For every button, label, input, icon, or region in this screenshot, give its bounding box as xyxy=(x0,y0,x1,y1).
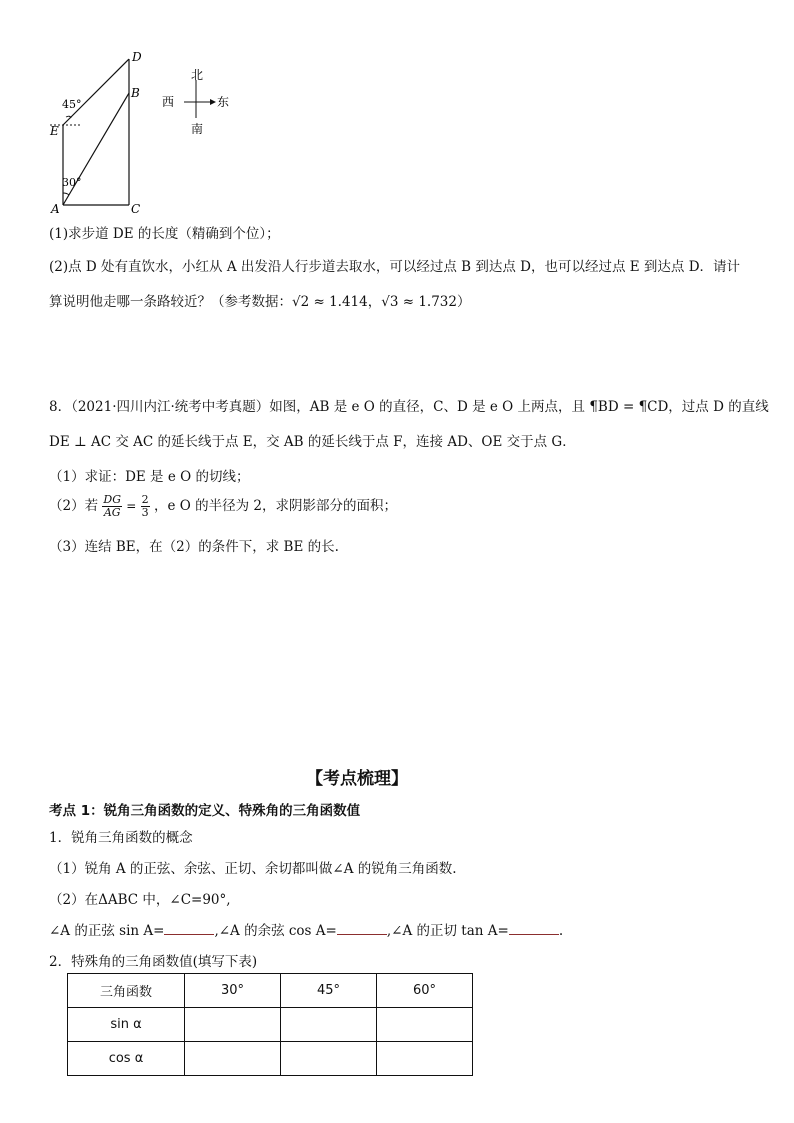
fraction-2-3 xyxy=(141,494,150,519)
table-cell xyxy=(185,1008,281,1042)
frac-num-2: 2 xyxy=(141,493,149,506)
compass-diagram xyxy=(160,66,240,138)
q7-part2-line2 xyxy=(49,290,470,310)
table-cell xyxy=(185,1042,281,1076)
sin-def: ∠A 的正弦 sin A= xyxy=(49,923,165,939)
line-ed xyxy=(63,59,129,125)
cos-def: ,∠A 的余弦 cos A= xyxy=(214,923,337,939)
q8-line1: 8．（2021·四川内江·统考中考真题）如图，AB 是 e O 的直径，C、D 是 e O 上两点，且 ¶BD = ¶CD，过点 D 的直线 xyxy=(49,399,769,415)
angle-arc-30 xyxy=(63,193,69,195)
table-row xyxy=(68,1008,473,1042)
compass-east: 东 xyxy=(217,95,230,109)
q8-line2: DE ⊥ AC 交 AC 的延长线于点 E，交 AB 的延长线于点 F，连接 AD、OE 交于点 G． xyxy=(49,434,576,450)
q7-part1: (1)求步道 DE 的长度（精确到个位）； xyxy=(49,226,280,242)
table-row xyxy=(68,1042,473,1076)
tan-def: ,∠A 的正切 tan A= xyxy=(386,923,509,939)
q7-part2-line1: (2)点 D 处有直饮水，小红从 A 出发沿人行步道去取水，可以经过点 B 到达点 D，也可以经过点 E 到达点 D．请计 xyxy=(49,259,741,275)
q8-part3: （3）连结 BE，在（2）的条件下，求 BE 的长. xyxy=(49,539,339,555)
trig-definitions xyxy=(49,919,563,939)
q7-ref-sqrt2: √2 ≈ 1.414 xyxy=(292,294,368,310)
compass-north: 北 xyxy=(191,68,204,82)
label-angle-45: 45° xyxy=(62,98,82,111)
label-e: E xyxy=(50,124,59,138)
frac-den-ag: AG xyxy=(103,506,121,519)
frac-num-dg: DG xyxy=(103,493,121,506)
item2: 2．特殊角的三角函数值(填写下表) xyxy=(49,954,258,970)
table-cell: cos α xyxy=(68,1042,185,1076)
q7-ref-close: ） xyxy=(456,294,471,310)
point1-heading: 考点 1：锐角三角函数的定义、特殊角的三角函数值 xyxy=(49,803,361,819)
label-angle-30: 30° xyxy=(62,176,82,189)
item1: 1．锐角三角函数的概念 xyxy=(49,830,193,846)
table-header-cell: 60° xyxy=(377,974,473,1008)
compass-south: 南 xyxy=(191,122,204,136)
section-title: 【考点梳理】 xyxy=(306,769,408,789)
table-cell xyxy=(281,1042,377,1076)
table-header-row xyxy=(68,974,473,1008)
q8-part2-post: ，e O 的半径为 2，求阴影部分的面积； xyxy=(153,498,397,514)
geometry-figure xyxy=(40,45,160,215)
table-cell xyxy=(377,1042,473,1076)
table-cell: sin α xyxy=(68,1008,185,1042)
end-dot: . xyxy=(558,923,564,939)
frac-den-3: 3 xyxy=(141,506,149,519)
q8-part1: （1）求证：DE 是 e O 的切线； xyxy=(49,469,250,485)
cos-blank xyxy=(337,922,387,935)
label-c: C xyxy=(131,202,141,215)
q7-ref-sep: ， xyxy=(367,294,382,310)
sin-blank xyxy=(164,922,214,935)
q8-part2: （2）若 $\frac{DG}{AG}$ = $\frac{2}{3}$ ，e O 的半径为 2，求阴影部分的面积； xyxy=(49,493,397,519)
fraction-dg-ag xyxy=(102,494,122,519)
east-arrow-icon xyxy=(210,99,216,105)
q7-ref-sqrt3: √3 ≈ 1.732 xyxy=(381,294,457,310)
table-header-cell: 三角函数 xyxy=(68,974,185,1008)
tan-blank xyxy=(509,922,559,935)
q7-part2-line2-text: 算说明他走哪一条路较近？（参考数据： xyxy=(49,294,292,310)
item1-2: （2）在ΔABC 中，∠C=90°, xyxy=(49,892,231,908)
trig-table xyxy=(67,973,473,1076)
compass-west: 西 xyxy=(162,95,175,109)
label-b: B xyxy=(131,86,140,100)
item1-1: （1）锐角 A 的正弦、余弦、正切、余切都叫做∠A 的锐角三角函数. xyxy=(49,861,457,877)
table-header-cell: 45° xyxy=(281,974,377,1008)
q8-part2-pre: （2）若 xyxy=(49,498,99,514)
table-cell xyxy=(377,1008,473,1042)
label-d: D xyxy=(132,50,142,64)
table-cell xyxy=(281,1008,377,1042)
table-header-cell: 30° xyxy=(185,974,281,1008)
label-a: A xyxy=(51,202,60,215)
